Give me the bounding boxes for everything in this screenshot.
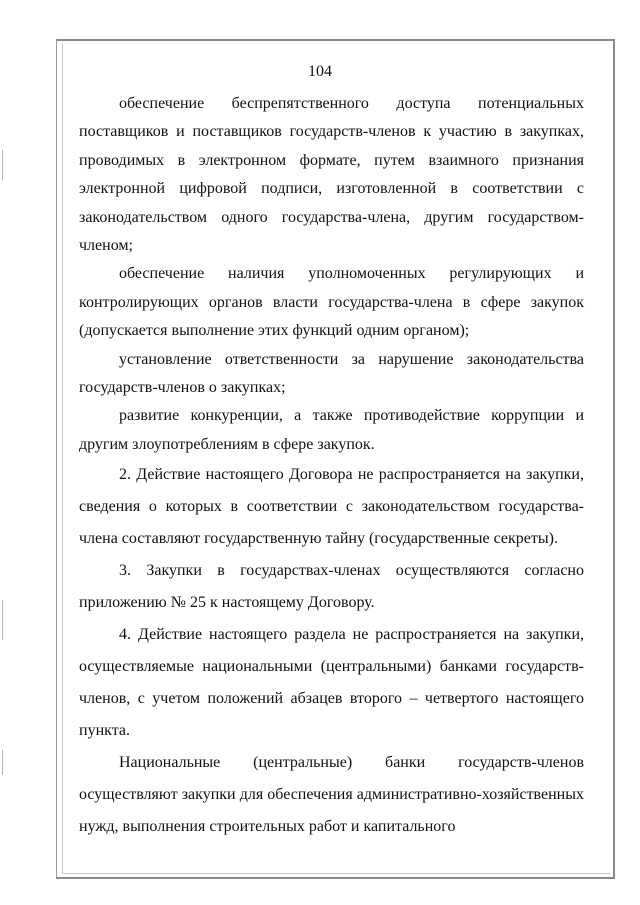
scan-artifact	[2, 600, 3, 640]
paragraph-item-2: 2. Действие настоящего Договора не распространяется на закупки, сведения о которых в соответствии с законодательством государства-члена составляют государственную тайну (государственные секреты).	[79, 466, 584, 548]
paragraph-item-4: 4. Действие настоящего раздела не распространяется на закупки, осуществляемые национальными (центральными) банками государств-членов, с учетом положений абзацев второго – четвертого настоящего пункта.	[79, 626, 584, 740]
paragraph-liability: установление ответственности за нарушение законодательства государств-членов о закупках;	[79, 350, 584, 397]
paragraph-competition: развитие конкуренции, а также противодействие коррупции и другим злоупотреблениям в сфере закупок.	[79, 407, 584, 453]
paragraph-central-banks: Национальные (центральные) банки государств-членов осуществляют закупки для обеспечения административно-хозяйственных нужд, выполнения строительных работ и капитального	[79, 754, 584, 836]
scan-artifact	[2, 750, 3, 775]
page-number: 104	[308, 63, 332, 80]
paragraph-electronic-signature: обеспечение беспрепятственного доступа потенциальных поставщиков и поставщиков государств-членов к участию в закупках, проводимых в электронном формате, путем взаимного признания электронной цифровой подписи, изготовленной в соответствии с законодательством одного государства-члена, другим государством-членом;	[79, 95, 584, 255]
scan-artifact	[2, 150, 3, 180]
document-body	[79, 90, 584, 843]
paragraph-item-3: 3. Закупки в государствах-членах осуществляются согласно приложению № 25 к настоящему Договору.	[79, 562, 584, 612]
paragraph-regulatory-bodies: обеспечение наличия уполномоченных регулирующих и контролирующих органов власти государства-члена в сфере закупок (допускается выполнение этих функций одним органом);	[79, 265, 584, 340]
